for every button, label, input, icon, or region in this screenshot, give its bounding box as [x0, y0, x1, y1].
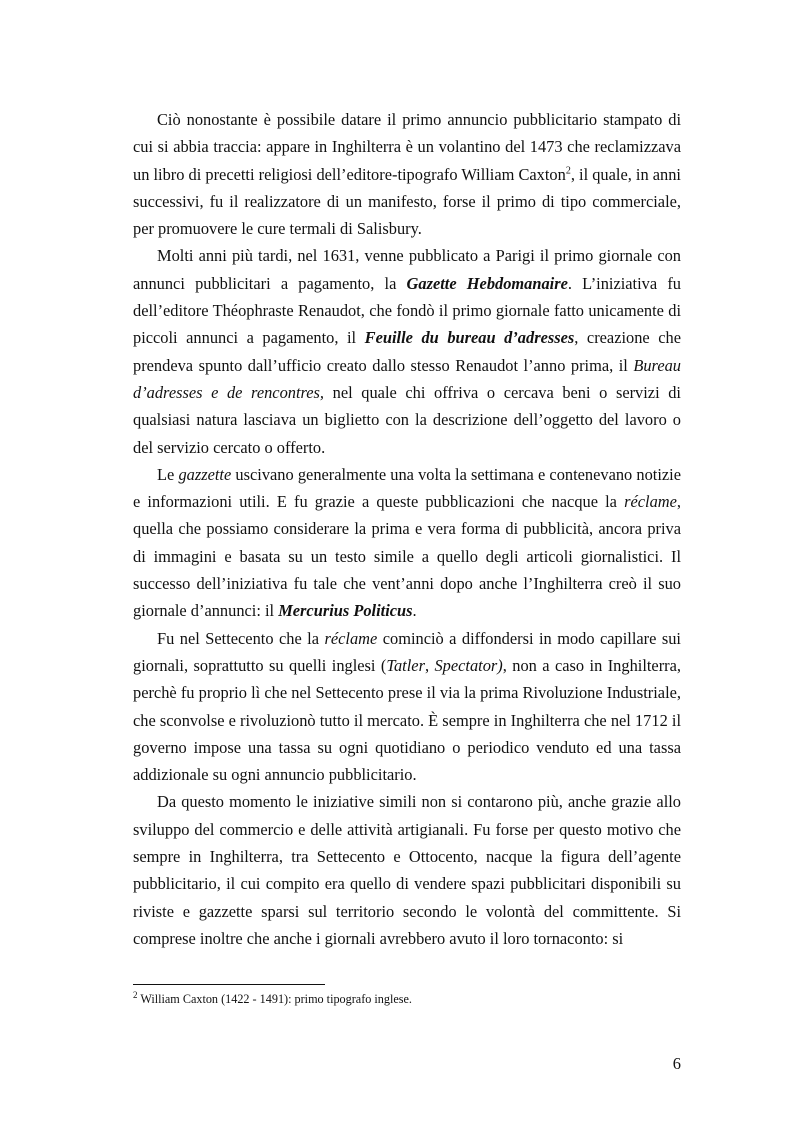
text-run: . L’iniziativa fu dell’editore Théophraste Renaudot, che fondò il primo giornale fatto unicamente di piccoli annunci a pagamento, il	[133, 273, 681, 348]
footnote-marker: 2	[133, 989, 138, 1000]
text-run: , quella che possiamo considerare la prima e vera forma di pubblicità, ancora priva di immagini e basata su un testo simile a quello degli articoli giornalistici. Il successo dell’iniziativa fu tale che vent’anni dopo anche l’Inghilterra creò il suo giornale d’annunci: il	[133, 492, 681, 621]
text-run: .	[412, 601, 417, 621]
text-run: nel quale chi offriva o cercava beni o servizi di qualsiasi natura lasciava un biglietto con la descrizione dell’oggetto del lavoro o del servizio cercato o offerto.	[133, 382, 681, 457]
text-run: Da questo momento le iniziative simili non si contarono più, anche grazie allo sviluppo del commercio e delle attività artigianali. Fu forse per questo motivo che sempre in Inghilterra, tra Settecento e Ottocento, nacque la figura dell’agente pubblicitario, il cui compito era quello di vendere spazi pubblicitari disponibili su riviste e gazzette sparsi sul territorio secondo le volontà del committente. Si comprese inoltre che anche i giornali avrebbero avuto il loro tornaconto: si	[133, 792, 681, 948]
footnote-ref: 2	[565, 165, 571, 177]
page-number: 6	[672, 1054, 681, 1073]
paragraph	[133, 625, 681, 789]
italic-text: réclame	[624, 492, 677, 512]
footnote	[133, 991, 681, 1007]
publication-title: Mercurius Politicus	[278, 601, 413, 621]
italic-text: réclame	[324, 628, 378, 648]
text-run: ,	[424, 655, 435, 675]
paragraph	[133, 106, 681, 242]
text-run: cominciò a diffondersi in modo capillare sui giornali, soprattutto su quelli inglesi (	[133, 628, 681, 675]
italic-text: Tatler	[386, 655, 425, 675]
body-text	[133, 106, 681, 952]
publication-title: Feuille du bureau d’adresses	[364, 328, 575, 348]
italic-text: Spectator)	[434, 655, 503, 675]
publication-title: Gazette Hebdomanaire	[406, 273, 568, 293]
footnote-text: William Caxton (1422 - 1491): primo tipografo inglese.	[137, 992, 412, 1006]
text-run: Ciò nonostante è possibile datare il primo annuncio pubblicitario stampato di cui si abbia traccia: appare in Inghilterra è un volantino del 1473 che reclamizzava un libro di precetti religiosi dell’editore-tipografo William Caxton	[133, 110, 681, 184]
footnote-separator	[133, 984, 325, 985]
paragraph	[133, 242, 681, 460]
italic-text: gazzette	[178, 464, 232, 484]
paragraph	[133, 461, 681, 625]
italic-text: Bureau d’adresses e de rencontres,	[133, 355, 681, 402]
text-run: Fu nel Settecento che la	[157, 628, 325, 648]
text-run: Le	[157, 464, 179, 484]
text-run: Molti anni più tardi, nel 1631, venne pubblicato a Parigi il primo giornale con annunci pubblicitari a pagamento, la	[133, 246, 681, 293]
text-run: uscivano generalmente una volta la settimana e contenevano notizie e informazioni utili. E fu grazie a queste pubblicazioni che nacque la	[133, 464, 681, 512]
text-run: , non a caso in Inghilterra, perchè fu proprio lì che nel Settecento prese il via la prima Rivoluzione Industriale, che sconvolse e rivoluzionò tutto il mercato. È sempre in Inghilterra che nel 1712 il governo impose una tassa su ogni quotidiano o periodico venduto ed una tassa addizionale su ogni annuncio pubblicitario.	[133, 655, 681, 785]
text-run: , creazione che prendeva spunto dall’ufficio creato dallo stesso Renaudot l’anno prima, il	[133, 328, 681, 375]
paragraph	[133, 788, 681, 952]
text-run: , il quale, in anni successivi, fu il realizzatore di un manifesto, forse il primo di tipo commerciale, per promuovere le cure termali di Salisbury.	[133, 164, 681, 239]
